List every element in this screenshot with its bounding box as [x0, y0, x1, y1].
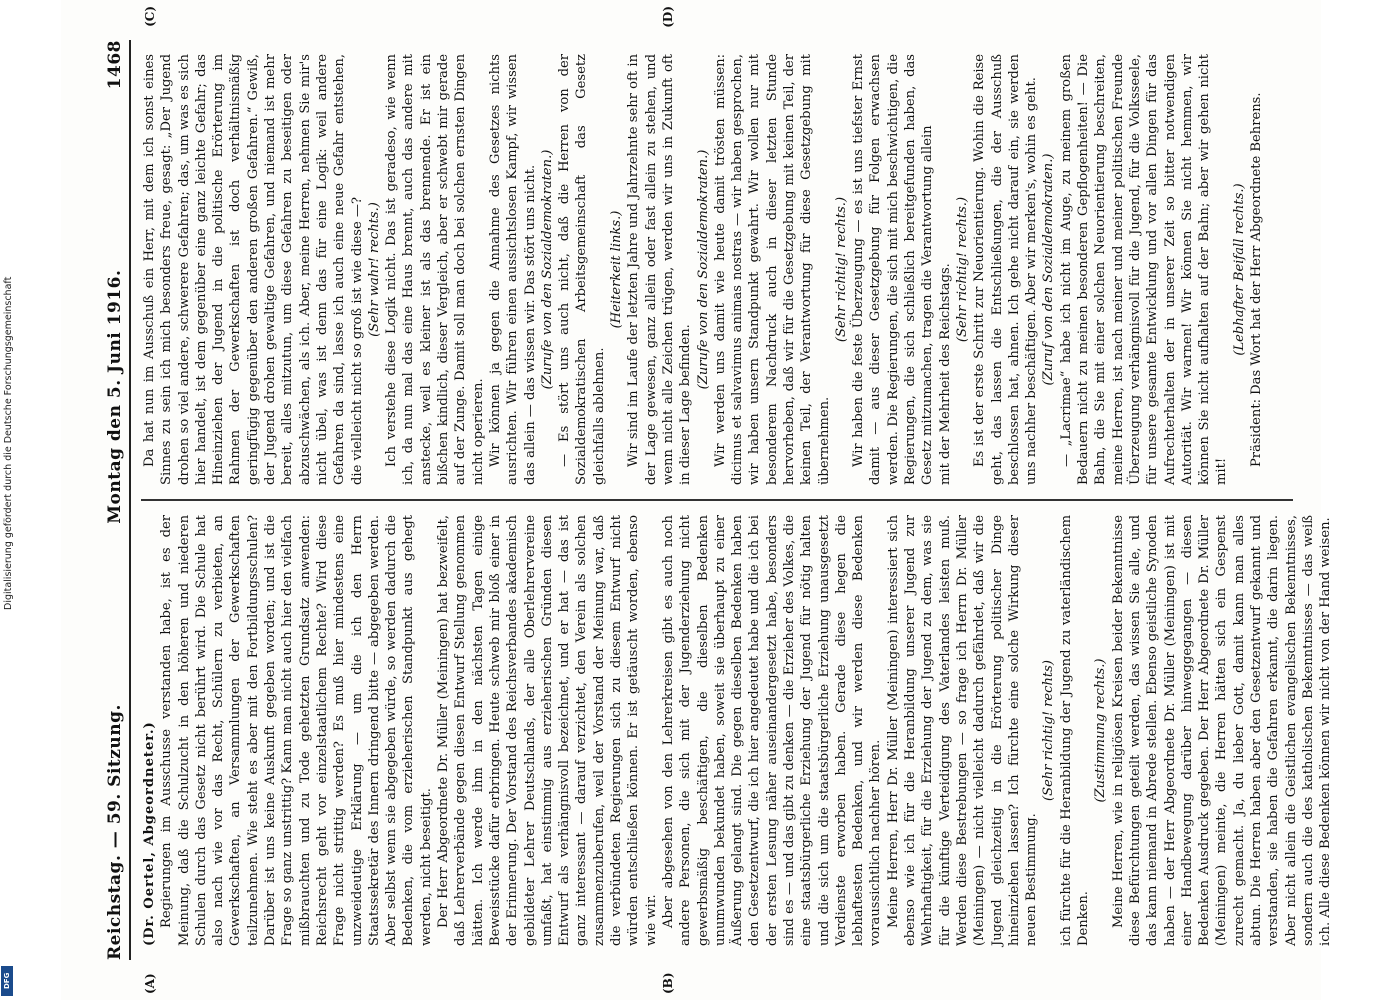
paragraph: Aber abgesehen von den Lehrerkreisen gibt es auch noch andere Personen, die sich mit der Jugenderziehung nicht gewerbsmäßig beschäftigen, die dieselben Bedenken unumwunden bekundet haben, soweit sie überhaupt zu einer Äußerung gelangt sind. Die gegen dieselben Bedenken haben den Gesetzentwurf, die ich hier angedeutet habe und die ich bei der ersten Lesung näher auseinandergesetzt habe, besonders sind es — und das gibt zu denken — die Erzieher des Volkes, die eine staatsbürgerliche Erziehung der Jugend für nötig halten und die sich um die staatsbürgerliche Erziehung unausgesetzt Verdienste erworben haben. Gerade diese hegen die lebhaftesten Bedenken, und wir werden diese Bedenken voraussichtlich nachher hören.	[660, 515, 884, 946]
credit-text: Digitalisierung gefördert durch die Deutsche Forschungsgemeinschaft	[2, 276, 14, 610]
interjection: (Sehr richtig! rechts.)	[833, 196, 849, 343]
interjection: (Sehr richtig! rechts)	[1041, 660, 1057, 802]
header-left: Reichstag. — 59. Sitzung.	[105, 704, 125, 960]
margin-marker-b: (B)	[661, 972, 675, 994]
interjection: (Zurufe von den Sozialdemokraten.)	[695, 149, 711, 390]
paragraph: Wir haben die feste Überzeugung — es ist uns tiefster Ernst damit — aus dieser Gesetzgebung für Folgen erwachsen werden. Die Regierungen, die sich mit mich beschwichtigen, die Regierungen, die sich schließlich bereitgefunden haben, das Gesetz mitzumachen, tragen die Verantwortung allein	[851, 54, 936, 485]
paragraph: Wir werden uns damit wie heute damit trösten müssen: dicimus et salvavimus animas nostras — wir haben gesprochen, wir haben unsern Standpunkt gewahrt. Wir wollen nur mit besonderem Nachdruck auch in dieser letzten Stunde hervorheben, daß wir für die Gesetzgebung mit keinen Teil, der keinen Teil, der Verantwortung für diese Gesetzgebung mit übernehmen.	[712, 54, 832, 485]
paragraph: ich fürchte für die Heranbildung der Jugend zu vaterländischem Denken.	[1058, 515, 1092, 946]
right-column	[141, 40, 1293, 501]
paragraph: Wir sind im Laufe der letzten Jahre und Jahrzehnte sehr oft in der Lage gewesen, ganz allein oder fast allein zu stehen, und wenn nicht alle Zeichen trügen, werden wir uns in Zukunft oft in dieser Lage befinden.	[626, 54, 694, 485]
interjection: (Zustimmung rechts.)	[1093, 658, 1109, 803]
left-column	[141, 501, 1334, 960]
paragraph: Wir können ja gegen die Annahme des Gesetzes nichts ausrichten. Wir führen einen aussichtslosen Kampf, wir wissen das allein — das wissen wir. Das stört uns nicht.	[487, 54, 538, 485]
interjection: (Lebhafter Beifall rechts.)	[1231, 183, 1247, 356]
interjection: (Sehr richtig! rechts.)	[954, 196, 970, 343]
running-header	[101, 40, 131, 960]
paragraph: — Es stört uns auch nicht, daß die Herren von der Sozialdemokratischen Arbeitsgemeinschaft das Gesetz gleichfalls ablehnen.	[557, 54, 607, 485]
paragraph: Ich verstehe diese Logik nicht. Das ist geradeso, wie wenn ich, da nun mal das eine Haus brennt, auch das andere mit anstecke, weil es kleiner ist als das brennende. Er ist ein bißchen kindlich, dieser Vergleich, aber er schwebt mir gerade auf der Zunge. Damit soll man doch bei solchen ernsten Dingen nicht operieren.	[384, 54, 486, 485]
rotated-page	[61, 0, 1334, 1000]
speaker-line: (Dr. Oertel, Abgeordneter.)	[142, 721, 157, 946]
page-number: 1468	[105, 40, 125, 90]
margin-marker-d: (D)	[661, 6, 675, 28]
digitization-credit	[2, 230, 14, 610]
page-content	[61, 0, 1334, 1000]
text-columns	[141, 40, 1334, 960]
dfg-logo-text: DFG	[3, 972, 11, 990]
paragraph: mit der Mehrheit des Reichstags.	[937, 263, 953, 485]
paragraph: — „Lacrimae“ habe ich nicht im Auge, zu meinem großen Bedauern nicht zu meinen besonderen Gepflogenheiten! — Die Bahn, die Sie mit einer solchen Neuorientierung beschreiten, meine Herren, ist nach meiner und meiner politischen Freunde Überzeugung verhängnisvoll für die Jugend, für die Volksseele, für unsere gesamte Entwicklung und vor allen Dingen für das Aufrechterhalten der in unserer Zeit so bitter notwendigen Autorität. Wir warnen! Wir können Sie nicht hemmen, wir können Sie nicht aufhalten auf der Bahn; aber wir gehen nicht mit!	[1058, 54, 1230, 485]
paragraph: Es ist der erste Schritt zur Neuorientierung. Wohin die Reise geht, das lassen die Entschließungen, die der Ausschuß beschlossen hat, ahnen. Ich gehe nicht darauf ein, sie werden uns nachher beschäftigen. Aber wir merken's, wohin es geht.	[972, 54, 1040, 485]
interjection: (Zuruf von den Sozialdemokraten.)	[1041, 153, 1057, 386]
margin-marker-c: (C)	[143, 6, 157, 27]
interjection: (Sehr wahr! rechts.)	[366, 202, 382, 337]
paragraph: Regierungen im Ausschusse verstanden habe, ist es der Meinung, daß die Schulzucht in den höheren und niederen Schulen durch das Gesetz nicht berührt wird. Die Schule hat also nach wie vor das Recht, Schülern zu verbieten, an Gewerkschaften, an Versammlungen der Gewerkschaften teilzunehmen. Wie steht es aber mit den Fortbildungsschulen? Darüber ist uns keine Auskunft gegeben worden; und ist die Frage so ganz unstrittig? Kann man nicht auch hier den vielfach mißbrauchten und zu Tode gehetzten Grundsatz anwenden: Reichsrecht geht vor einzelstaatlichem Rechte? Wird diese Frage nicht strittig werden? Es muß hier mindestens eine unzweideutige Erklärung — um die ich den Herrn Staatssekretär des Innern dringend bitte — abgegeben werden. Aber selbst wenn sie abgegeben würde, so werden dadurch die Bedenken, die vom erzieherischen Standpunkt aus gehegt werden, nicht beseitigt.	[159, 515, 434, 946]
paragraph: Meine Herren, wie in religiösen Kreisen beider Bekenntnisse diese Befürchtungen geteilt werden, das wissen Sie alle, und das kann niemand in Abrede stellen. Ebenso geistliche Synoden haben — der Herr Abgeordnete Dr. Müller (Meiningen) ist mit einer Handbewegung darüber hinweggegangen — diesen Bedenken Ausdruck gegeben. Der Herr Abgeordnete Dr. Müller (Meiningen) meinte, die Herren hätten sich ein Gespenst zurecht gemacht. Ja, du lieber Gott, damit kann man alles abtun. Die Herren haben aber den Gesetzentwurf gekannt und verstanden, sie haben die Gefahren erkannt, die darin liegen. Aber nicht allein die Geistlichen evangelischen Bekenntnisses, sondern auch die des katholischen Bekenntnisses — das weiß ich. Alle diese Bedenken können wir nicht von der Hand weisen.	[1110, 515, 1334, 946]
interjection: (Zurufe von den Sozialdemokraten.)	[539, 149, 555, 390]
interjection: (Heiterkeit links.)	[609, 210, 625, 329]
paragraph: Da hat nun im Ausschuß ein Herr, mit dem ich sonst eines Sinnes zu sein ich mich besonders freue, gesagt: „Der Jugend drohen so viel andere, schwerere Gefahren; das, um was es sich hier handelt, ist dem gegenüber eine ganz leichte Gefahr; das Hineinziehen der Jugend in die politische Erörterung im Rahmen der Gewerkschaften ist doch verhältnismäßig geringfügig gegenüber den anderen großen Gefahren.“ Gewiß, der Jugend drohen gewaltige Gefahren, und niemand ist mehr bereit, alles mitzutun, um diese Gefahren zu beseitigen oder abzuschwächen, als ich. Aber, meine Herren, nehmen Sie mir's nicht übel, was ist denn das für eine Logik: weil andere Gefahren da sind, lasse ich auch eine neue Gefahr entstehen, die vielleicht nicht so groß ist wie diese —?	[142, 54, 365, 485]
paragraph: Präsident: Das Wort hat der Herr Abgeordnete Behrens.	[1249, 92, 1264, 467]
header-center: Montag den 5. Juni 1916.	[105, 269, 125, 524]
paragraph: Der Herr Abgeordnete Dr. Müller (Meiningen) hat bezweifelt, daß Lehrerverbände gegen diesen Entwurf Stellung genommen hätten. Ich werde ihm in den nächsten Tagen einige Beweisstücke dafür erbringen. Heute schweb mir bloß einer in der Erinnerung. Der Vorstand des Reichsverbandes akademisch gebildeter Lehrer Deutschlands, der alle Oberlehrervereine umfaßt, hat einstimmig aus erzieherischen Gründen diesen Entwurf als verhängnisvoll bezeichnet, und er hat — das ist ganz interessant — darauf verzichtet, den Verein als solchen zusammenzuberufen, weil der Vorstand der Meinung war, daß die verbündeten Regierungen sich zu diesem Entwurf nicht würden entschließen können. Er ist getäuscht worden, ebenso wie wir.	[436, 515, 659, 946]
dfg-logo	[1, 966, 13, 996]
paragraph: Meine Herren, Herr Dr. Müller (Meiningen) interessiert sich ebenso wie ich für die Heranbildung unserer Jugend zur Wehrhaftigkeit, für die Erziehung der Jugend zu dem, was sie für die künftige Verteidigung des Vaterlandes leisten muß. Werden diese Bestrebungen — so frage ich Herrn Dr. Müller (Meiningen) — nicht vielleicht dadurch gefährdet, daß wir die Jugend gleichzeitig in die Erörterung politischer Dinge hineinziehen lassen? Ich fürchte eine solche Wirkung dieser neuen Bestimmung.	[885, 515, 1040, 946]
margin-marker-a: (A)	[143, 973, 157, 994]
